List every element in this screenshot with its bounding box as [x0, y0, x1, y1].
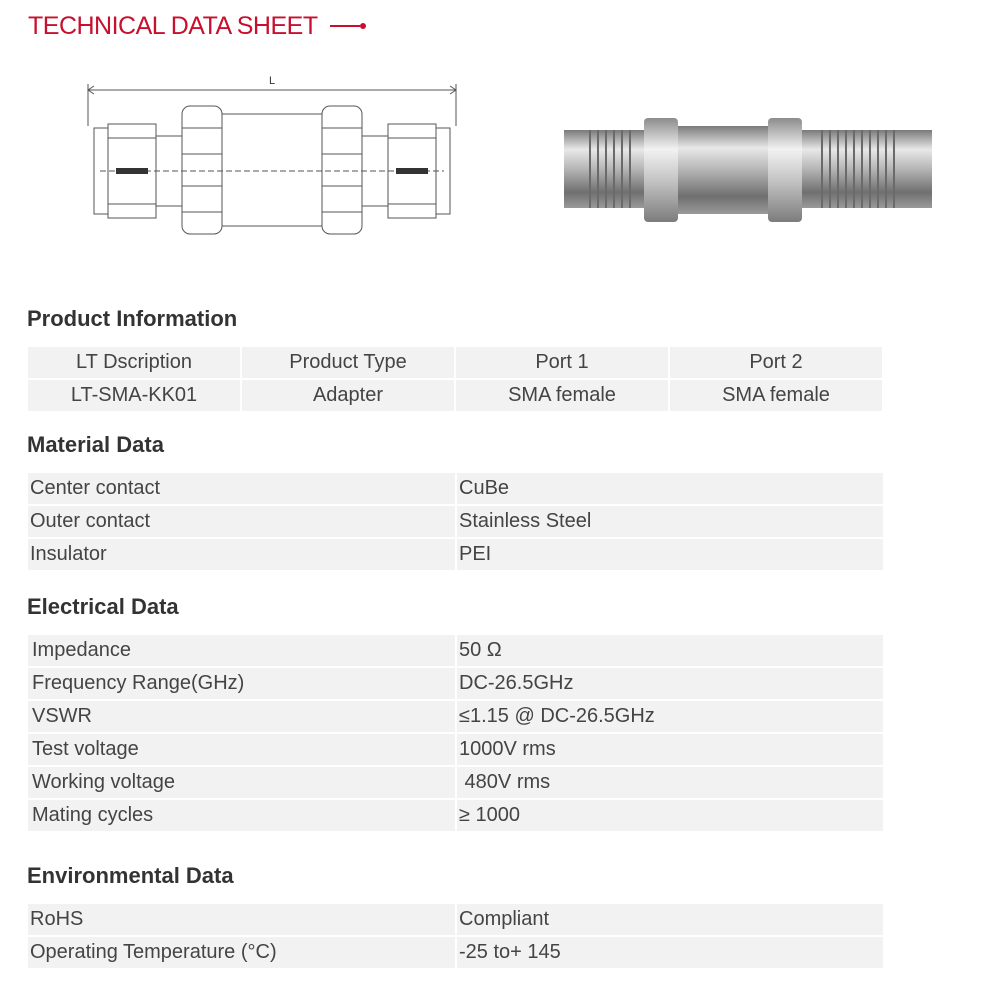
- table-row: [28, 635, 883, 666]
- section-title-environmental-data: Environmental Data: [27, 863, 234, 888]
- page-title: TECHNICAL DATA SHEET: [28, 11, 318, 40]
- row-label: Mating cycles: [28, 800, 455, 831]
- table-row: [28, 734, 883, 765]
- environmental-data-table: [26, 902, 885, 970]
- row-label: Insulator: [28, 539, 455, 570]
- row-value: 1000V rms: [457, 734, 883, 765]
- row-value: 50 Ω: [457, 635, 883, 666]
- page-header: [28, 8, 366, 44]
- section-title-product-information: Product Information: [27, 306, 238, 331]
- row-value: CuBe: [457, 473, 883, 504]
- product-photo: [560, 100, 940, 240]
- table-row: [28, 506, 883, 537]
- row-value: ≥ 1000: [457, 800, 883, 831]
- table-cell: Adapter: [242, 380, 454, 411]
- table-cell: SMA female: [670, 380, 882, 411]
- row-label: RoHS: [28, 904, 455, 935]
- table-row: [28, 767, 883, 798]
- row-value: PEI: [457, 539, 883, 570]
- table-row: [28, 701, 883, 732]
- row-label: Frequency Range(GHz): [28, 668, 455, 699]
- table-cell: SMA female: [456, 380, 668, 411]
- table-row: [28, 473, 883, 504]
- table-row: [28, 904, 883, 935]
- row-value: DC-26.5GHz: [457, 668, 883, 699]
- column-header: LT Dscription: [28, 347, 240, 378]
- row-label: VSWR: [28, 701, 455, 732]
- dimension-label: L: [269, 75, 276, 87]
- row-value: ≤1.15 @ DC-26.5GHz: [457, 701, 883, 732]
- product-information-table: [26, 345, 884, 413]
- table-row: [28, 380, 882, 411]
- technical-drawing: [80, 66, 464, 256]
- row-label: Outer contact: [28, 506, 455, 537]
- row-label: Impedance: [28, 635, 455, 666]
- material-data-table: [26, 471, 885, 572]
- table-row: [28, 539, 883, 570]
- arrow-icon: [330, 21, 366, 31]
- section-title-material-data: Material Data: [27, 432, 164, 457]
- table-row: [28, 800, 883, 831]
- column-header: Product Type: [242, 347, 454, 378]
- column-header: Port 2: [670, 347, 882, 378]
- row-value: Stainless Steel: [457, 506, 883, 537]
- row-label: Center contact: [28, 473, 455, 504]
- row-label: Working voltage: [28, 767, 455, 798]
- section-title-electrical-data: Electrical Data: [27, 594, 179, 619]
- row-value: Compliant: [457, 904, 883, 935]
- table-row: [28, 668, 883, 699]
- electrical-data-table: [26, 633, 885, 833]
- table-row: [28, 937, 883, 968]
- row-value: 480V rms: [457, 767, 883, 798]
- row-value: -25 to+ 145: [457, 937, 883, 968]
- column-header: Port 1: [456, 347, 668, 378]
- row-label: Operating Temperature (°C): [28, 937, 455, 968]
- table-cell: LT-SMA-KK01: [28, 380, 240, 411]
- row-label: Test voltage: [28, 734, 455, 765]
- table-header-row: [28, 347, 882, 378]
